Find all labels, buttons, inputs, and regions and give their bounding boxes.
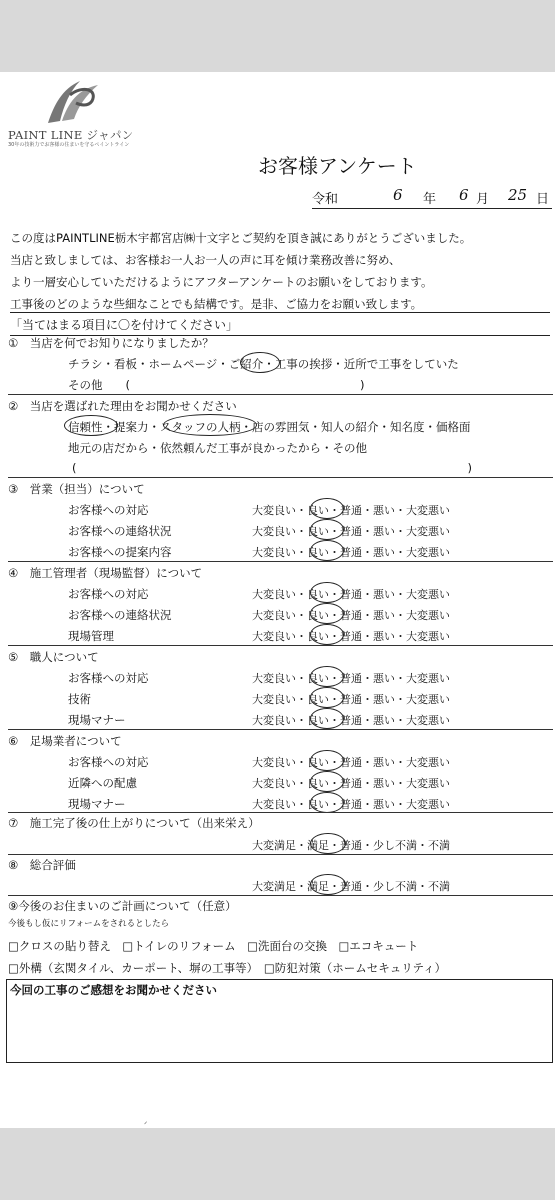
page-title: お客様アンケート bbox=[258, 154, 417, 178]
brand-tagline: 30年の技術力でお客様の住まいを守るペイントライン bbox=[8, 142, 130, 148]
divider bbox=[8, 477, 553, 478]
q8-circle-mark bbox=[310, 874, 346, 895]
intro-line-1: この度はPAINTLINE栃木宇都宮店㈱十文字とご契約を頂き誠にありがとうございました。 bbox=[10, 231, 472, 245]
q5-title: ⑤ 職人について bbox=[8, 650, 99, 664]
date-underline bbox=[312, 208, 552, 209]
instruction-text: 「当てはまる項目に〇を付けてください」 bbox=[10, 318, 239, 332]
intro-line-2: 当店と致しましては、お客様お一人お一人の声に耳を傾け業務改善に努め、 bbox=[10, 253, 401, 267]
q3-row-2: お客様への連絡状況 bbox=[68, 524, 172, 538]
date-day: 25 bbox=[508, 186, 528, 204]
date-month-unit: 月 bbox=[476, 192, 490, 207]
rating-scale: 大変良い・良い・普通・悪い・大変悪い bbox=[252, 588, 450, 601]
date-year-unit: 年 bbox=[423, 192, 437, 207]
rating-scale: 大変良い・良い・普通・悪い・大変悪い bbox=[252, 546, 450, 559]
divider bbox=[8, 812, 553, 813]
q2-title: ② 当店を選ばれた理由をお聞かせください bbox=[8, 399, 237, 413]
q5-row-3: 現場マナー bbox=[68, 713, 126, 727]
rating-circle-mark bbox=[310, 540, 344, 561]
brand-name: PAINT LINE ジャパン bbox=[8, 128, 134, 142]
q1-other: その他 ( ) bbox=[68, 378, 365, 392]
q7-title: ⑦ 施工完了後の仕上がりについて（出来栄え） bbox=[8, 816, 260, 830]
rating-scale: 大変良い・良い・普通・悪い・大変悪い bbox=[252, 693, 450, 706]
q2-circle-mark-2 bbox=[163, 414, 257, 436]
q2-paren: ( ) bbox=[72, 461, 472, 475]
rating-scale: 大変良い・良い・普通・悪い・大変悪い bbox=[252, 630, 450, 643]
rating-circle-mark bbox=[310, 666, 344, 687]
date-month: 6 bbox=[459, 186, 469, 204]
paintline-logo-icon bbox=[40, 75, 102, 127]
rating-circle-mark bbox=[310, 771, 344, 792]
q5-row-2: 技術 bbox=[68, 692, 91, 706]
rating-scale: 大変良い・良い・普通・悪い・大変悪い bbox=[252, 714, 450, 727]
rating-scale: 大変良い・良い・普通・悪い・大変悪い bbox=[252, 798, 450, 811]
divider bbox=[8, 561, 553, 562]
q4-row-3: 現場管理 bbox=[68, 629, 114, 643]
rating-scale: 大変良い・良い・普通・悪い・大変悪い bbox=[252, 525, 450, 538]
intro-line-3: より一層安心していただけるようにアフターアンケートのお願いをしております。 bbox=[10, 275, 433, 289]
intro-line-4: 工事後のどのような些細なことでも結構です。是非、ご協力をお願い致します。 bbox=[10, 297, 423, 311]
q9-title: ⑨今後のお住まいのご計画について（任意） bbox=[8, 899, 237, 913]
q6-title: ⑥ 足場業者について bbox=[8, 734, 122, 748]
q9-checkbox-row-2[interactable]: □外構（玄関タイル、カーポート、塀の工事等） □防犯対策（ホームセキュリティ） bbox=[8, 961, 447, 975]
rating-circle-mark bbox=[310, 708, 344, 729]
divider bbox=[8, 854, 553, 855]
q5-row-1: お客様への対応 bbox=[68, 671, 149, 685]
q9-checkbox-row-1[interactable]: □クロスの貼り替え □トイレのリフォーム □洗面台の交換 □エコキュート bbox=[8, 939, 419, 953]
q8-title: ⑧ 総合評価 bbox=[8, 858, 76, 872]
q4-row-2: お客様への連絡状況 bbox=[68, 608, 172, 622]
divider bbox=[8, 729, 553, 730]
rating-circle-mark bbox=[310, 498, 344, 519]
date-era: 令和 bbox=[312, 192, 339, 207]
q7-circle-mark bbox=[310, 833, 346, 854]
divider bbox=[8, 394, 553, 395]
q4-row-1: お客様への対応 bbox=[68, 587, 149, 601]
q7-scale: 大変満足・満足・普通・少し不満・不満 bbox=[252, 839, 450, 852]
rating-scale: 大変良い・良い・普通・悪い・大変悪い bbox=[252, 756, 450, 769]
stray-mark: ᐟ bbox=[144, 1120, 148, 1129]
instruction-box bbox=[10, 312, 550, 336]
q2-circle-mark-1 bbox=[64, 415, 118, 436]
date-year: 6 bbox=[393, 186, 403, 204]
rating-circle-mark bbox=[310, 792, 344, 813]
rating-circle-mark bbox=[310, 624, 344, 645]
q2-line-1: 信頼性・提案力・スタッフの人柄・店の雰囲気・知人の紹介・知名度・価格面 bbox=[68, 420, 471, 434]
q1-circle-mark bbox=[240, 352, 280, 373]
rating-circle-mark bbox=[310, 750, 344, 771]
q9-subtitle: 今後もし仮にリフォームをされるとしたら bbox=[8, 919, 170, 929]
q3-row-3: お客様への提案内容 bbox=[68, 545, 172, 559]
q3-title: ③ 営業（担当）について bbox=[8, 482, 145, 496]
divider bbox=[8, 645, 553, 646]
rating-circle-mark bbox=[310, 519, 344, 540]
q6-row-2: 近隣への配慮 bbox=[68, 776, 137, 790]
q8-scale: 大変満足・満足・普通・少し不満・不満 bbox=[252, 880, 450, 893]
q3-row-1: お客様への対応 bbox=[68, 503, 149, 517]
rating-circle-mark bbox=[310, 582, 344, 603]
q6-row-1: お客様への対応 bbox=[68, 755, 149, 769]
q1-title: ① 当店を何でお知りになりましたか？ bbox=[8, 336, 214, 350]
comment-label: 今回の工事のご感想をお聞かせください bbox=[10, 983, 217, 997]
divider bbox=[8, 895, 553, 896]
rating-scale: 大変良い・良い・普通・悪い・大変悪い bbox=[252, 672, 450, 685]
q2-line-2: 地元の店だから・依然頼んだ工事が良かったから・その他 bbox=[68, 441, 367, 455]
rating-circle-mark bbox=[310, 603, 344, 624]
rating-circle-mark bbox=[310, 687, 344, 708]
rating-scale: 大変良い・良い・普通・悪い・大変悪い bbox=[252, 777, 450, 790]
rating-scale: 大変良い・良い・普通・悪い・大変悪い bbox=[252, 504, 450, 517]
q6-row-3: 現場マナー bbox=[68, 797, 126, 811]
q4-title: ④ 施工管理者（現場監督）について bbox=[8, 566, 203, 580]
rating-scale: 大変良い・良い・普通・悪い・大変悪い bbox=[252, 609, 450, 622]
q1-options: チラシ・看板・ホームページ・ご紹介・工事の挨拶・近所で工事をしていた bbox=[68, 357, 459, 371]
date-day-unit: 日 bbox=[536, 192, 550, 207]
